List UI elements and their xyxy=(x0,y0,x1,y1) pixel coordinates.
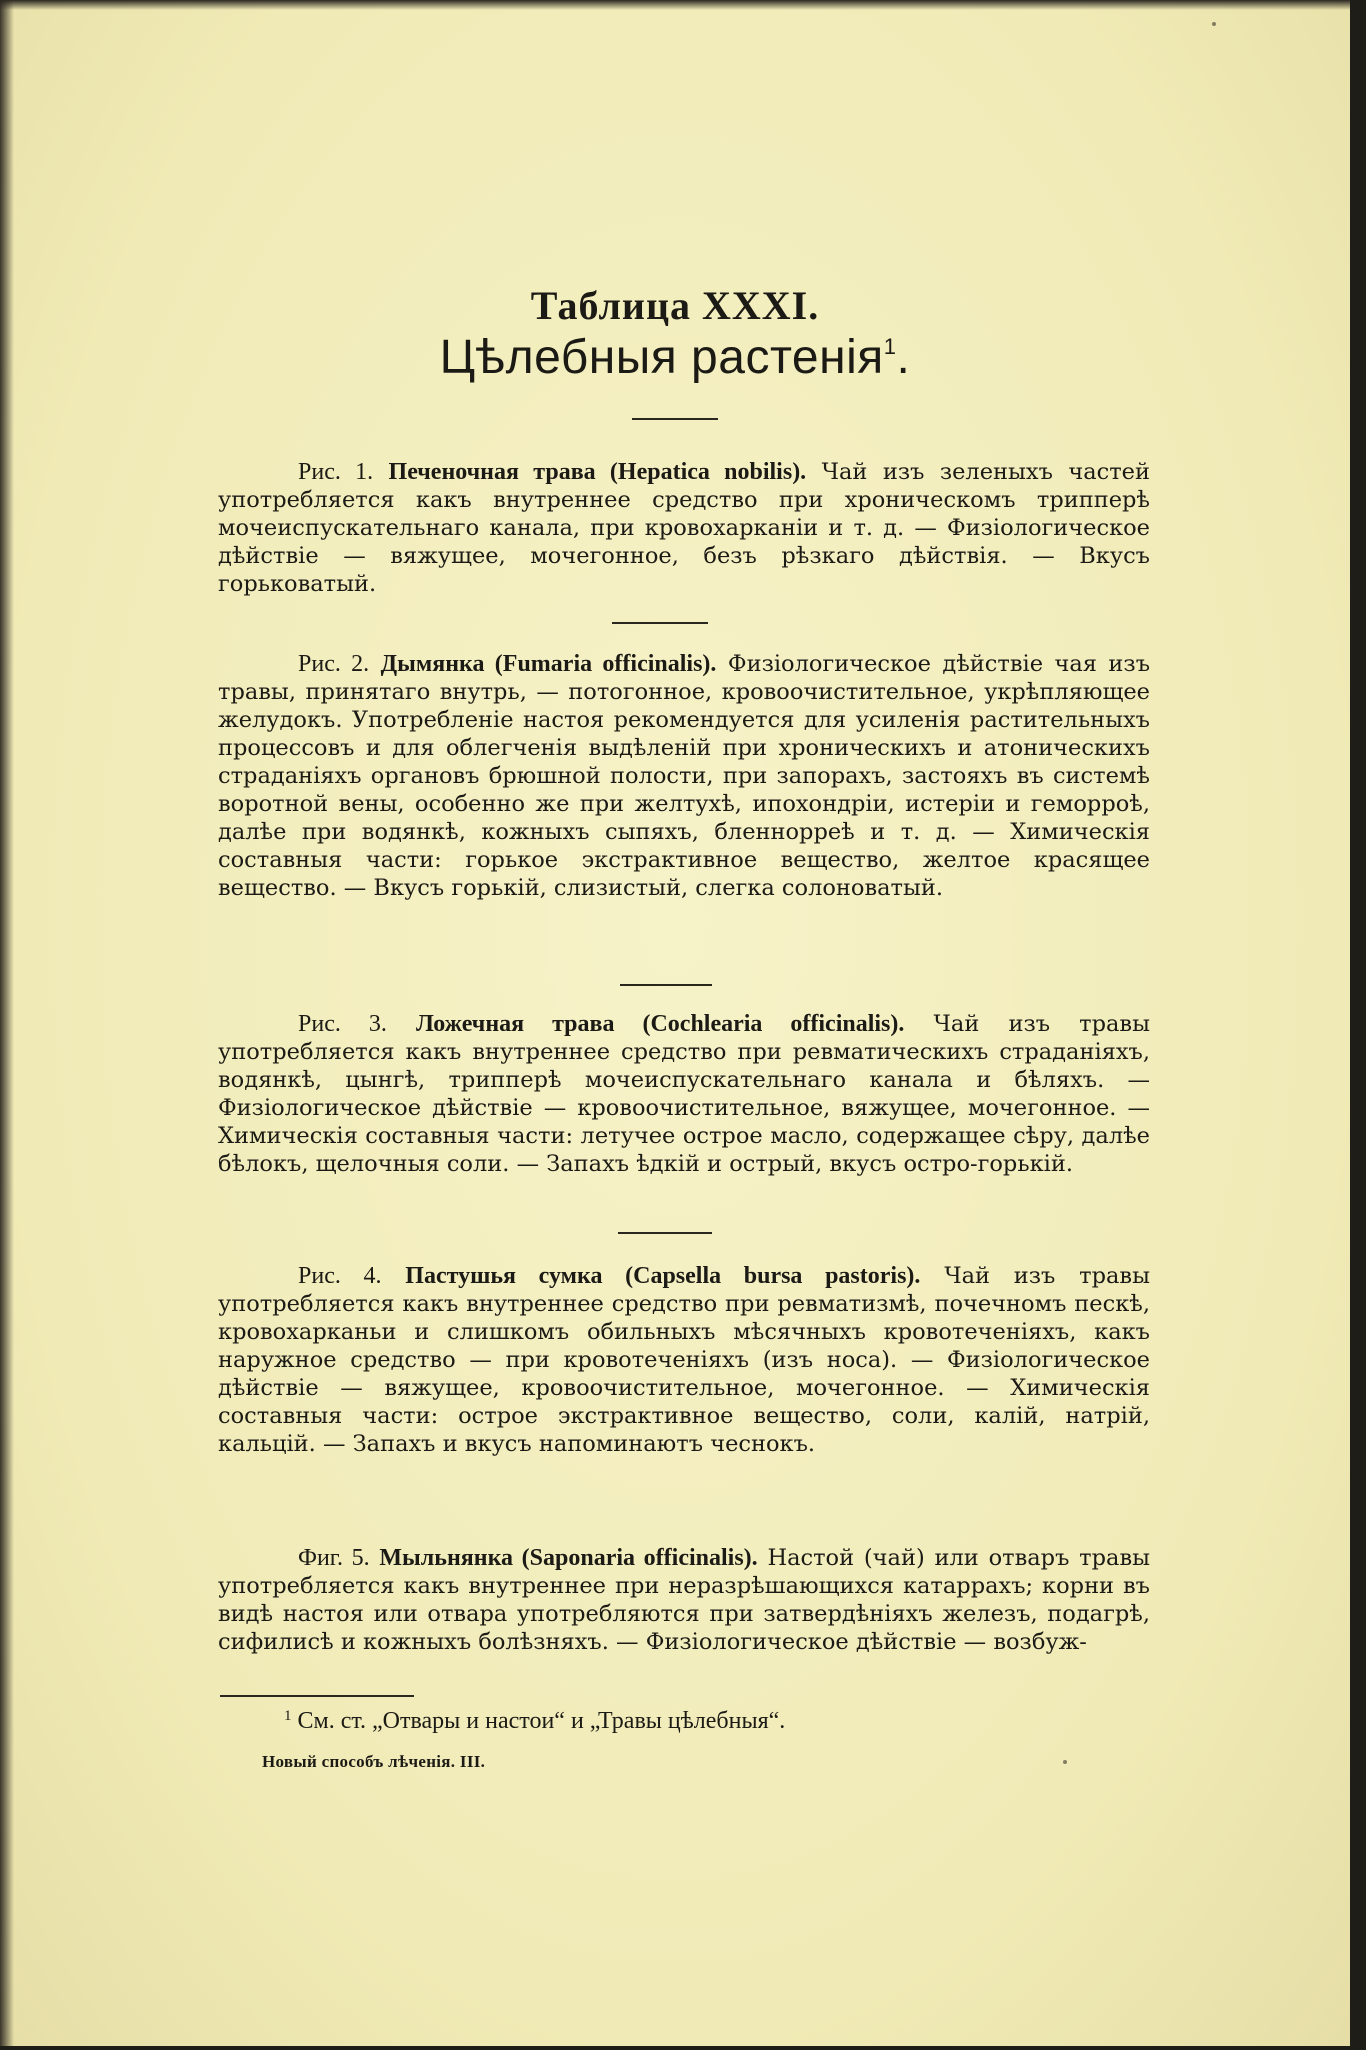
entry-heading: Дымянка (Fumaria officinalis). xyxy=(380,651,717,677)
footnote-mark: 1 xyxy=(284,1708,292,1724)
footnote-text: См. ст. „Отвары и настои“ и „Травы цѣлебныя“. xyxy=(297,1708,786,1734)
entry-heading: Мыльнянка (Saponaria officinalis). xyxy=(379,1545,758,1571)
entry-text: Чай изъ травы употребляется какъ внутреннее средство при ревматизмѣ, почечномъ пескѣ, кровохарканьи и слишкомъ обильныхъ мѣсячныхъ кровотеченіяхъ, какъ наружное средство — при кровотеченіяхъ (изъ носа). — Физіологическое дѣйствіе — вяжущее, кровоочистительное, мочегонное. — Химическія составныя части: острое экстрактивное вещество, соли, калій, натрій, кальцій. — Запахъ и вкусъ напоминаютъ чеснокъ. xyxy=(218,1263,1151,1457)
entry-label: Рис. 3. xyxy=(298,1011,387,1037)
entry-hepatica xyxy=(218,458,1150,598)
footnote xyxy=(284,1708,785,1735)
entry-label: Рис. 4. xyxy=(298,1263,382,1289)
page-top-edge xyxy=(0,0,1350,10)
footnote-rule xyxy=(220,1695,414,1697)
entry-text: Чай изъ зеленыхъ частей употребляется какъ внутреннее средство при хроническомъ трипперѣ мочеиспускательнаго канала, при кровохарканіи и т. д. — Физіологическое дѣйствіе — вяжущее, мочегонное, безъ рѣзкаго дѣйствія. — Вкусъ горьковатый. xyxy=(218,459,1150,597)
entry-heading: Пастушья сумка (Capsella bursa pastoris). xyxy=(405,1263,921,1289)
entry-separator xyxy=(620,984,712,986)
paper-speck xyxy=(1063,1760,1067,1764)
page-subtitle: Цѣлебныя растенія$^1$. xyxy=(439,331,911,384)
entry-text: Физіологическое дѣйствіе чая изъ травы, принятаго внутрь, — потогонное, кровоочистительное, укрѣпляющее желудокъ. Употребленіе настоя рекомендуется для усиленія растительныхъ процессовъ и для облегченія выдѣленій при хроническихъ и атоническихъ страданіяхъ органовъ брюшной полости, при запорахъ, застояхъ въ системѣ воротной вены, особенно же при желтухѣ, ипохондріи, истеріи и геморроѣ, далѣе при водянкѣ, кожныхъ сыпяхъ, бленнорреѣ и т. д. — Химическія составныя части: горькое экстрактивное вещество, желтое красящее вещество. — Вкусъ горькій, слизистый, слегка солоноватый. xyxy=(218,651,1151,901)
entry-text: Чай изъ травы употребляется какъ внутреннее средство при ревматическихъ страданіяхъ, водянкѣ, цынгѣ, трипперѣ мочеиспускательнаго канала и бѣляхъ. — Физіологическое дѣйствіе — кровоочистительное, вяжущее, мочегонное. — Химическія составныя части: летучее острое масло, содержащее сѣру, далѣе бѣлокъ, щелочныя соли. — Запахъ ѣдкій и острый, вкусъ остро-горькій. xyxy=(218,1011,1150,1177)
entry-heading: Ложечная трава (Cochlearia officinalis). xyxy=(415,1011,905,1037)
entry-cochlearia xyxy=(218,1010,1150,1178)
entry-label: Рис. 2. xyxy=(298,651,370,677)
subtitle-text: Цѣлебныя растенія xyxy=(439,331,884,384)
printer-signature: Новый способъ лѣченія. III. xyxy=(262,1752,486,1771)
subtitle-footnote-mark: 1 xyxy=(883,334,897,359)
title-rule xyxy=(632,418,718,420)
entry-capsella xyxy=(218,1262,1150,1458)
entry-heading: Печеночная трава (Hepatica nobilis). xyxy=(388,459,807,485)
table-title: Таблица XXXI. xyxy=(530,283,820,328)
entry-label: Рис. 1. xyxy=(298,459,374,485)
entry-separator xyxy=(612,622,708,624)
entry-text: Настой (чай) или отваръ травы употребляется какъ внутреннее при неразрѣшающихся катаррахъ; корни въ видѣ настоя или отвара употребляются при затвердѣніяхъ железъ, подагрѣ, сифилисѣ и кожныхъ болѣзняхъ. — Физіологическое дѣйствіе — возбуж- xyxy=(218,1545,1151,1655)
entry-label: Фиг. 5. xyxy=(298,1545,370,1571)
entry-saponaria xyxy=(218,1544,1150,1656)
entry-separator xyxy=(618,1232,712,1234)
paper-speck xyxy=(1212,22,1216,26)
entry-fumaria xyxy=(218,650,1150,902)
